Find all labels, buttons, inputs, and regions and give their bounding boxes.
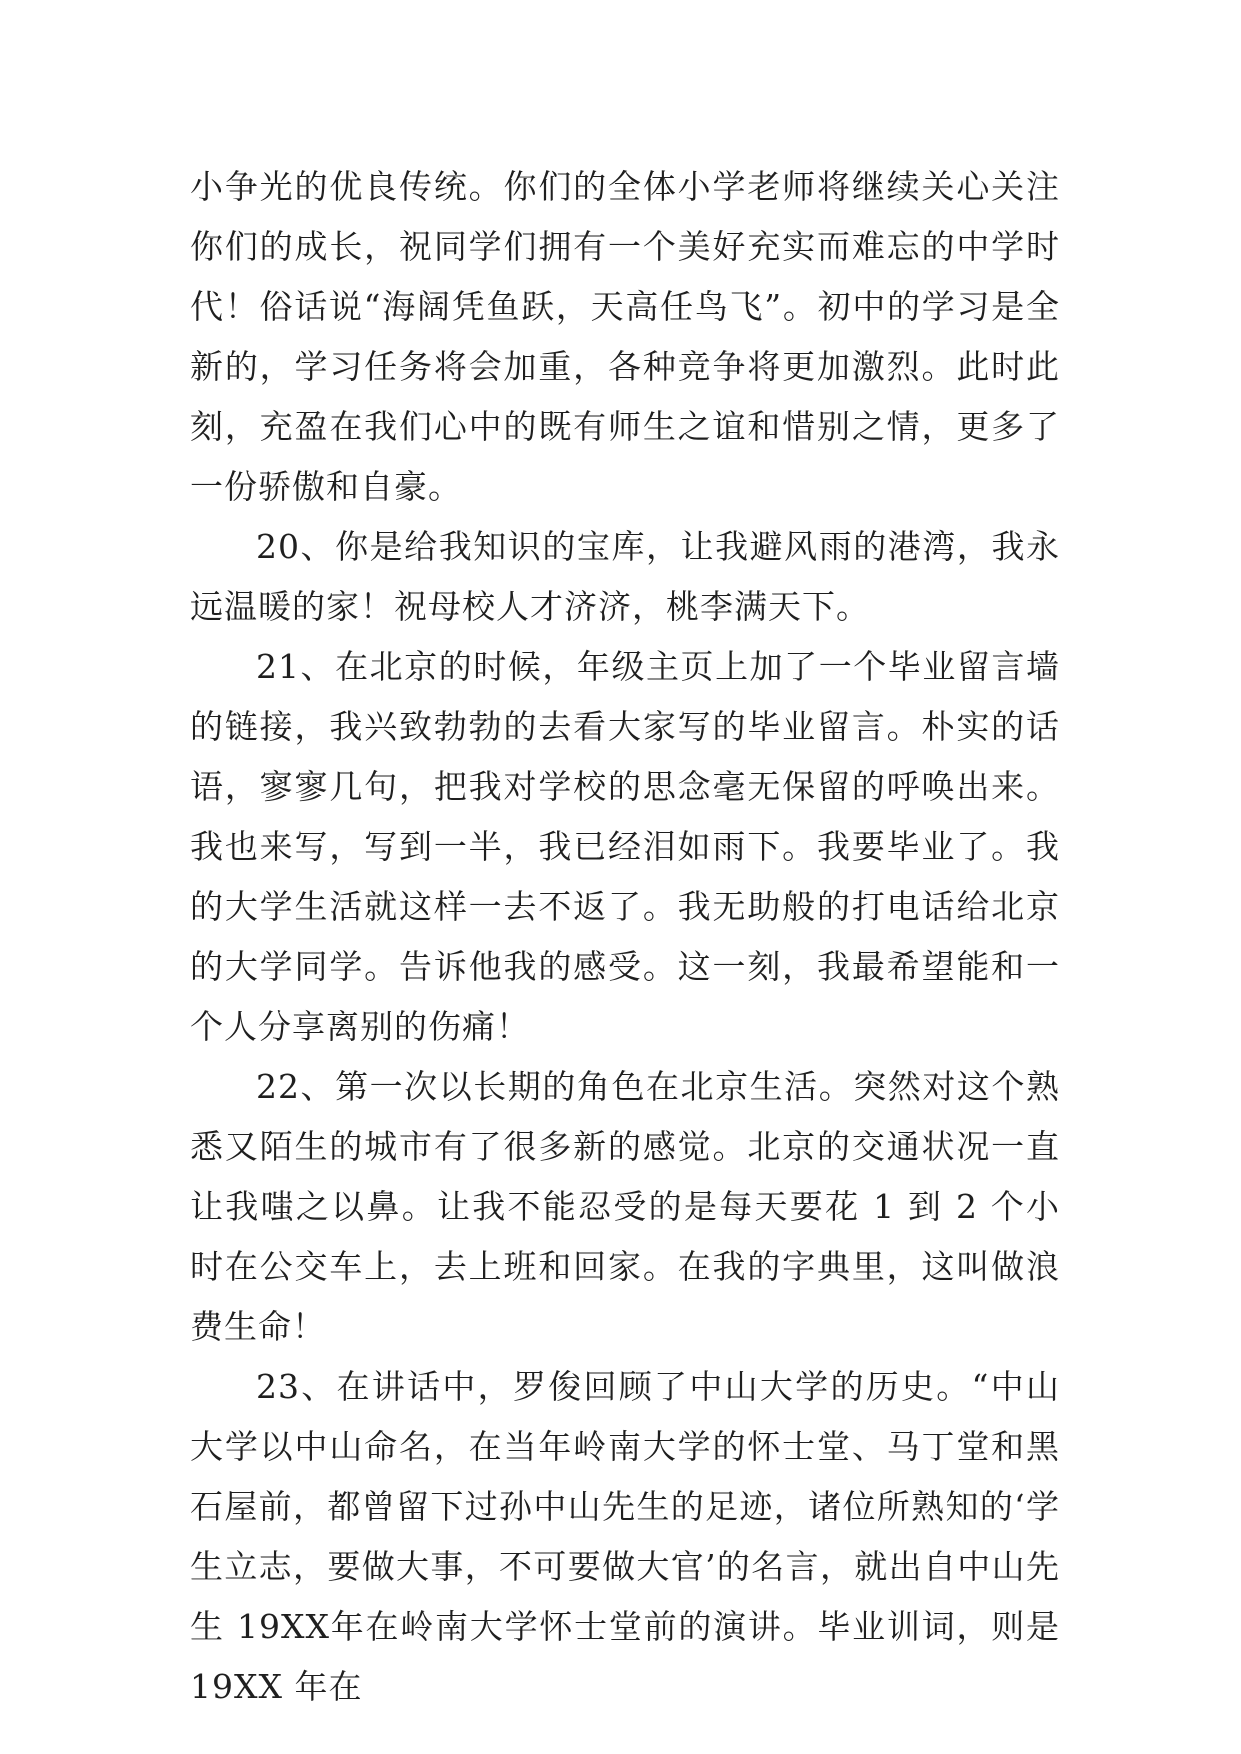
paragraph-22: 22、第一次以长期的角色在北京生活。突然对这个熟悉又陌生的城市有了很多新的感觉。北京的交通状况一直让我嗤之以鼻。让我不能忍受的是每天要花 1 到 2 个小时在公交车上，去上班和回家。在我的字典里，这叫做浪费生命！ bbox=[190, 1067, 1060, 1346]
paragraph-21: 21、在北京的时候，年级主页上加了一个毕业留言墙的链接，我兴致勃勃的去看大家写的毕业留言。朴实的话语，寥寥几句，把我对学校的思念毫无保留的呼唤出来。我也来写，写到一半，我已经泪如雨下。我要毕业了。我的大学生活就这样一去不返了。我无助般的打电话给北京的大学同学。告诉他我的感受。这一刻，我最希望能和一个人分享离别的伤痛！ bbox=[190, 647, 1060, 1046]
paragraph-continuation: 小争光的优良传统。你们的全体小学老师将继续关心关注你们的成长，祝同学们拥有一个美好充实而难忘的中学时代！俗话说“海阔凭鱼跃，天高任鸟飞”。初中的学习是全新的，学习任务将会加重，各种竞争将更加激烈。此时此刻，充盈在我们心中的既有师生之谊和惜别之情，更多了一份骄傲和自豪。 bbox=[190, 167, 1060, 506]
document-page bbox=[190, 157, 1060, 1717]
paragraph-20: 20、你是给我知识的宝库，让我避风雨的港湾，我永远温暖的家！祝母校人才济济，桃李满天下。 bbox=[190, 527, 1060, 626]
paragraph-23: 23、在讲话中，罗俊回顾了中山大学的历史。“中山大学以中山命名，在当年岭南大学的怀士堂、马丁堂和黑石屋前，都曾留下过孙中山先生的足迹，诸位所熟知的‘学生立志，要做大事，不可要做大官’的名言，就出自中山先生 19XX年在岭南大学怀士堂前的演讲。毕业训词，则是 19XX 年在 bbox=[190, 1367, 1060, 1706]
